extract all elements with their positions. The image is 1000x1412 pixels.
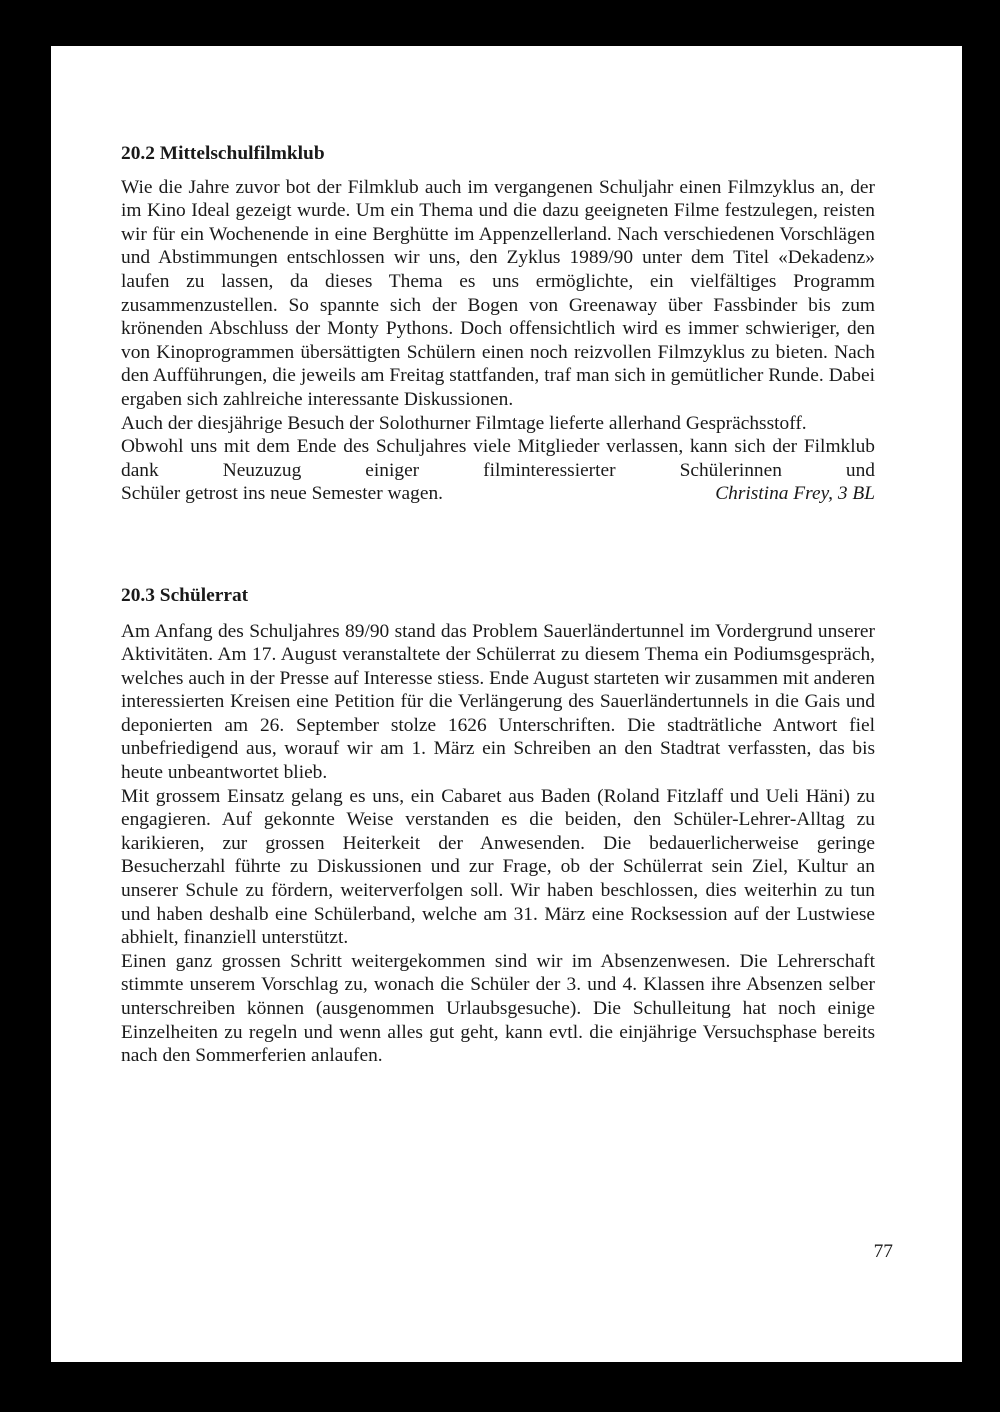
closing-line-text: Schüler getrost ins neue Semester wagen. [121, 483, 444, 505]
page-number: 77 [873, 1241, 893, 1262]
section-heading-schuelerrat: 20.3 Schülerrat [121, 584, 249, 606]
page-content [121, 142, 875, 1068]
section-schuelerrat [121, 584, 875, 1068]
section-filmklub [121, 142, 875, 506]
paragraph: Wie die Jahre zuvor bot der Filmklub auch im vergangenen Schuljahr einen Filmzyklus an, der im Kino Ideal gezeigt wurde. Um ein Thema und die dazu geeigneten Filme festzulegen, reisten wir für ein Wochenende in eine Berghütte im Appenzellerland. Nach verschiedenen Vorschlägen und Abstimmungen entschlossen wir uns, den Zyklus 1989/90 unter dem Titel «Dekadenz» laufen zu lassen, da dieses Thema es uns ermöglichte, ein vielfältiges Programm zusammenzustellen. So spannte sich der Bogen von Greenaway über Fassbinder bis zum krönenden Abschluss der Monty Pythons. Doch offensichtlich wird es immer schwieriger, den von Kinoprogrammen übersättigten Schülern einen noch reizvollen Filmzyklus zu bieten. Nach den Aufführungen, die jeweils am Freitag stattfanden, traf man sich in gemütlicher Runde. Dabei ergaben sich zahlreiche interessante Diskussionen. [121, 176, 875, 410]
paragraph: Auch der diesjährige Besuch der Solothurner Filmtage lieferte allerhand Gesprächsstoff. [121, 412, 807, 434]
section-heading-filmklub: 20.2 Mittelschulfilmklub [121, 143, 325, 164]
document-page [51, 46, 962, 1362]
closing-paragraph: Obwohl uns mit dem Ende des Schuljahres viele Mitglieder verlassen, kann sich der Filmklub dank Neuzuzug einiger filminteressierter Schülerinnen und [121, 436, 875, 481]
paragraph: Am Anfang des Schuljahres 89/90 stand das Problem Sauerländertunnel im Vordergrund unserer Aktivitäten. Am 17. August veranstaltete der Schülerrat zu diesem Thema ein Podiumsgespräch, welches auch in der Presse auf Interesse stiess. Ende August starteten wir zusammen mit anderen interessierten Kreisen eine Petition für die Verlängerung des Sauerländertunnels in die Gais und deponierten am 26. September stolze 1626 Unterschriften. Die stadträtliche Antwort fiel unbefriedigend aus, worauf wir am 1. März ein Schreiben an den Stadtrat verfassten, das bis heute unbeantwortet blieb. [121, 620, 875, 784]
paragraph: Einen ganz grossen Schritt weitergekommen sind wir im Absenzenwesen. Die Lehrerschaft stimmte unserem Vorschlag zu, wonach die Schüler der 3. und 4. Klassen ihre Absenzen selber unterschreiben können (ausgenommen Urlaubsgesuche). Die Schulleitung hat noch einige Einzelheiten zu regeln und wenn alles gut geht, kann evtl. die einjährige Versuchsphase bereits nach den Sommerferien anlaufen. [121, 950, 875, 1067]
closing-line [121, 482, 875, 506]
paragraph: Mit grossem Einsatz gelang es uns, ein Cabaret aus Baden (Roland Fitzlaff und Ueli Häni) zu engagieren. Auf gekonnte Weise verstanden es die beiden, den Schüler-Lehrer-Alltag zu karikieren, zur grossen Heiterkeit der Anwesenden. Die bedauerlicherweise geringe Besucherzahl führte zu Diskussionen und zur Frage, ob der Schülerrat sein Ziel, Kultur an unserer Schule zu fördern, weiterverfolgen soll. Wir haben beschlossen, dies weiterhin zu tun und haben deshalb eine Schülerband, welche am 31. März eine Rocksession auf der Lustwiese abhielt, finanziell unterstützt. [121, 785, 875, 949]
author-signature: Christina Frey, 3 BL [715, 483, 875, 505]
